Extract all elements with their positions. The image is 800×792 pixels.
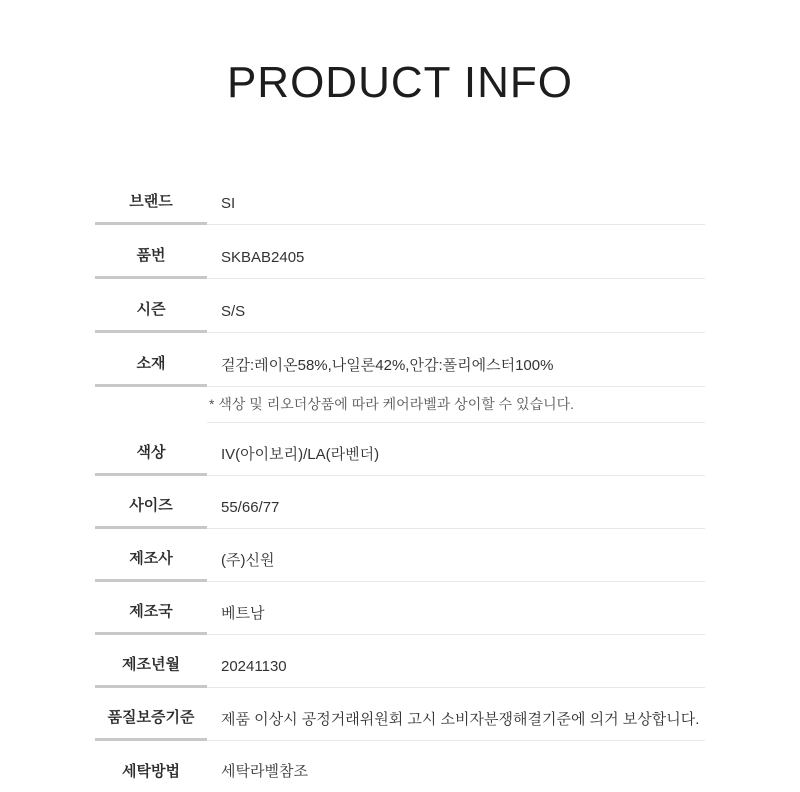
table-row-country	[95, 582, 705, 635]
product-info-page	[0, 58, 800, 792]
table-row-brand	[95, 171, 705, 225]
material-note: * 색상 및 리오더상품에 따라 케어라벨과 상이할 수 있습니다.	[207, 387, 705, 423]
product-info-table	[95, 171, 705, 792]
table-row-material-note	[95, 387, 705, 423]
table-row-material	[95, 333, 705, 387]
row-label-brand: 브랜드	[95, 171, 207, 225]
row-label-color: 색상	[95, 423, 207, 476]
row-value-manufacture-date: 20241130	[207, 635, 705, 688]
row-label-manufacture-date: 제조년월	[95, 635, 207, 688]
table-row-manufacturer	[95, 529, 705, 582]
table-row-color	[95, 423, 705, 476]
row-value-material: 겉감:레이온58%,나일론42%,안감:폴리에스터100%	[207, 333, 705, 387]
row-label-country: 제조국	[95, 582, 207, 635]
row-value-color: IV(아이보리)/LA(라벤더)	[207, 423, 705, 476]
row-label-washing: 세탁방법	[122, 763, 180, 780]
row-label-quality-guarantee: 품질보증기준	[95, 688, 207, 741]
row-value-size: 55/66/77	[207, 476, 705, 529]
table-row-washing	[95, 741, 705, 792]
row-label-season: 시즌	[95, 279, 207, 333]
row-value-brand: SI	[207, 171, 705, 225]
row-label-material: 소재	[95, 333, 207, 387]
row-value-country: 베트남	[207, 582, 705, 635]
row-value-quality-guarantee: 제품 이상시 공정거래위원회 고시 소비자분쟁해결기준에 의거 보상합니다.	[207, 688, 705, 741]
table-row-style-number	[95, 225, 705, 279]
table-row-quality-guarantee	[95, 688, 705, 741]
row-label-style-number: 품번	[95, 225, 207, 279]
page-title: PRODUCT INFO	[226, 58, 574, 107]
table-row-manufacture-date	[95, 635, 705, 688]
table-row-season	[95, 279, 705, 333]
row-value-washing: 세탁라벨참조	[221, 763, 308, 780]
row-label-manufacturer: 제조사	[95, 529, 207, 582]
table-row-size	[95, 476, 705, 529]
row-value-manufacturer: (주)신원	[207, 529, 705, 582]
row-label-size: 사이즈	[95, 476, 207, 529]
material-note-empty-label	[95, 387, 207, 423]
row-value-season: S/S	[207, 279, 705, 333]
row-value-style-number: SKBAB2405	[207, 225, 705, 279]
product-info-table-container	[95, 171, 800, 792]
